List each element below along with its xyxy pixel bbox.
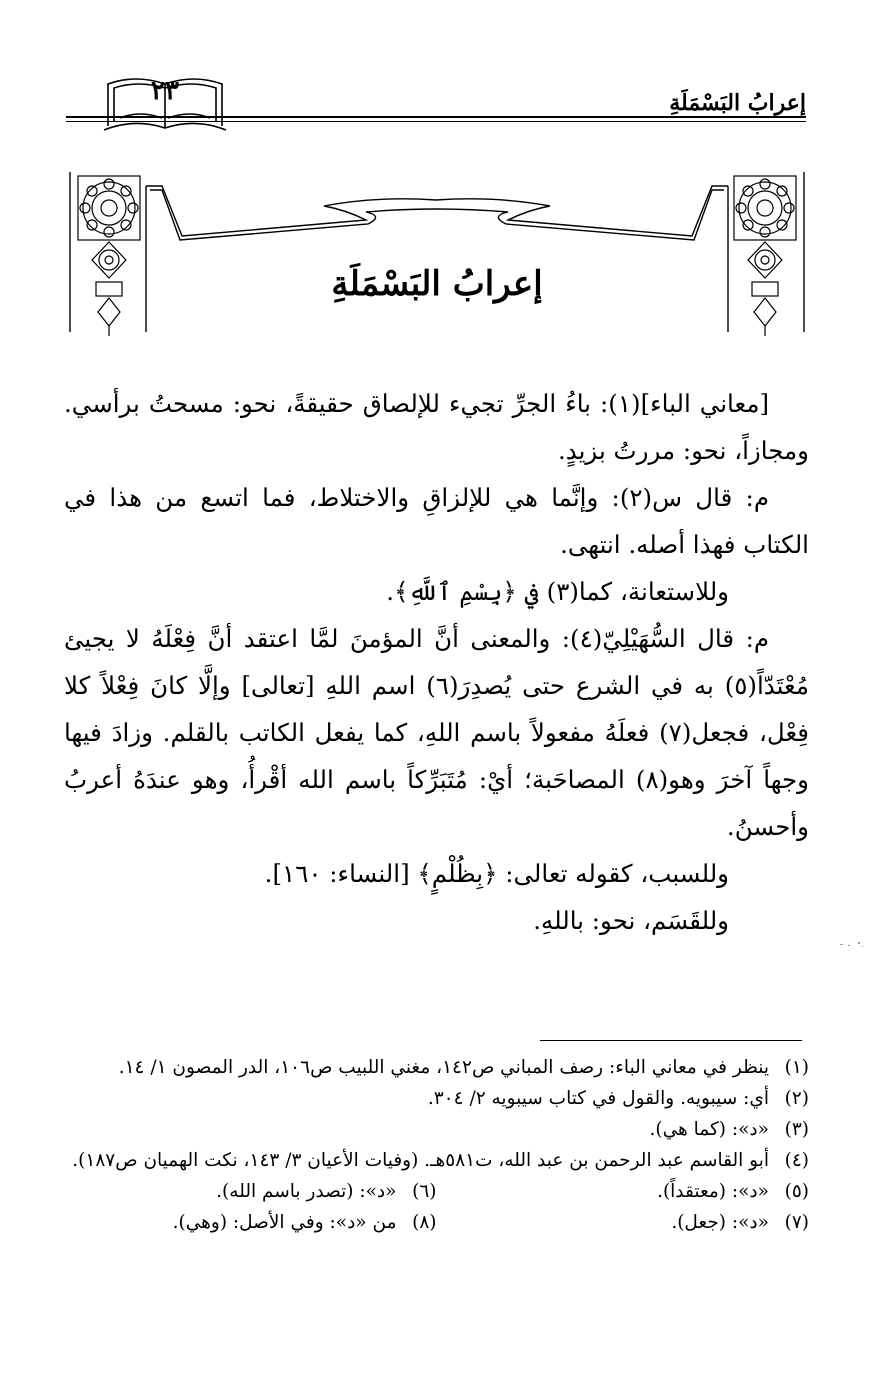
footnote-5 — [437, 1176, 810, 1207]
footnote-text: «د»: (كما هي). — [649, 1119, 769, 1140]
open-book-icon — [100, 70, 230, 132]
running-title: إعرابُ البَسْمَلَةِ — [669, 90, 806, 116]
footnote-row-5-6 — [64, 1176, 809, 1207]
running-header — [66, 70, 806, 132]
footnote-number: (٥) — [784, 1181, 809, 1202]
footnote-row-7-8 — [64, 1207, 809, 1238]
footnote-separator — [540, 1040, 802, 1041]
footnote-number: (٦) — [412, 1181, 437, 1202]
main-text — [64, 380, 809, 944]
paragraph-qasam: وللقَسَم، نحو: باللهِ. — [533, 906, 729, 935]
footnote-number: (٤) — [784, 1150, 809, 1171]
footnote-2 — [64, 1083, 809, 1114]
chapter-heading-frame — [66, 172, 808, 340]
footnote-number: (٨) — [412, 1212, 437, 1233]
footnote-text: «د»: (جعل). — [671, 1212, 769, 1233]
ornament-border — [66, 172, 808, 340]
footnote-6 — [64, 1176, 437, 1207]
footnote-number: (٣) — [784, 1119, 809, 1140]
footnote-4 — [64, 1145, 809, 1176]
page-number: ٢٣ — [151, 76, 179, 106]
footnote-text: أبو القاسم عبد الرحمن بن عبد الله، ت٥٨١هـ. (وفيات الأعيان ٣/ ١٤٣، نكت الهميان ص١٨٧). — [72, 1150, 769, 1171]
paragraph-sabab: وللسبب، كقوله تعالى: ﴿بِظُلْمٍ﴾ [النساء: ١٦٠]. — [264, 859, 729, 888]
paragraph-istiana: وللاستعانة، كما(٣) في ﴿بِسْمِ ٱللَّهِ﴾. — [386, 577, 729, 606]
footnote-text: «د»: (معتقداً). — [657, 1181, 769, 1202]
footnotes — [64, 1052, 809, 1238]
footnote-text: من «د»: وفي الأصل: (وهي). — [172, 1212, 397, 1233]
footnote-8 — [64, 1207, 437, 1238]
footnote-3 — [64, 1114, 809, 1145]
scan-speck — [838, 936, 868, 956]
chapter-title: إعرابُ البَسْمَلَةِ — [331, 264, 543, 304]
footnote-text: ينظر في معاني الباء: رصف المباني ص١٤٢، مغني اللبيب ص١٠٦، الدر المصون ١/ ١٤. — [118, 1057, 769, 1078]
header-rule-thin — [66, 121, 806, 122]
footnote-1 — [64, 1052, 809, 1083]
paragraph-sibawayh-quote: م: قال س(٢): وإنَّما هي للإلزاقِ والاختلاط، فما اتسع من هذا في الكتاب فهذا أصله. انتهى. — [64, 483, 809, 559]
paragraph-suhayli-quote: م: قال السُّهَيْلِيّ(٤): والمعنى أنَّ المؤمنَ لمَّا اعتقد أنَّ فِعْلَهُ لا يجيئ مُعْتَدّاً(٥) به في الشرع حتى يُصدِرَ(٦) اسم اللهِ [تعالى] وإلَّا كانَ فِعْلاً كلا فِعْل، فجعل(٧) فعلَهُ مفعولاً باسم اللهِ، كما يفعل الكاتب بالقلم. وزادَ فيها وجهاً آخرَ وهو(٨) المصاحَبة؛ أيْ: مُتَبَرِّكاً باسم الله أقْرأُ، وهو عندَهُ أعربُ وأحسنُ. — [64, 624, 809, 841]
right-ornament-icon — [734, 176, 796, 336]
header-rule — [66, 116, 806, 118]
footnote-number: (٢) — [784, 1088, 809, 1109]
paragraph-meanings-of-ba: [معاني الباء](١): باءُ الجرِّ تجيء للإلصاق حقيقةً، نحو: مسحتُ برأسي. ومجازاً، نحو: مررتُ بزيدٍ. — [64, 389, 809, 465]
left-ornament-icon — [78, 176, 140, 336]
footnote-number: (٧) — [784, 1212, 809, 1233]
footnote-text: أي: سيبويه. والقول في كتاب سيبويه ٢/ ٣٠٤. — [427, 1088, 769, 1109]
footnote-7 — [437, 1207, 810, 1238]
footnote-text: «د»: (تصدر باسم الله). — [216, 1181, 397, 1202]
footnote-number: (١) — [784, 1057, 809, 1078]
